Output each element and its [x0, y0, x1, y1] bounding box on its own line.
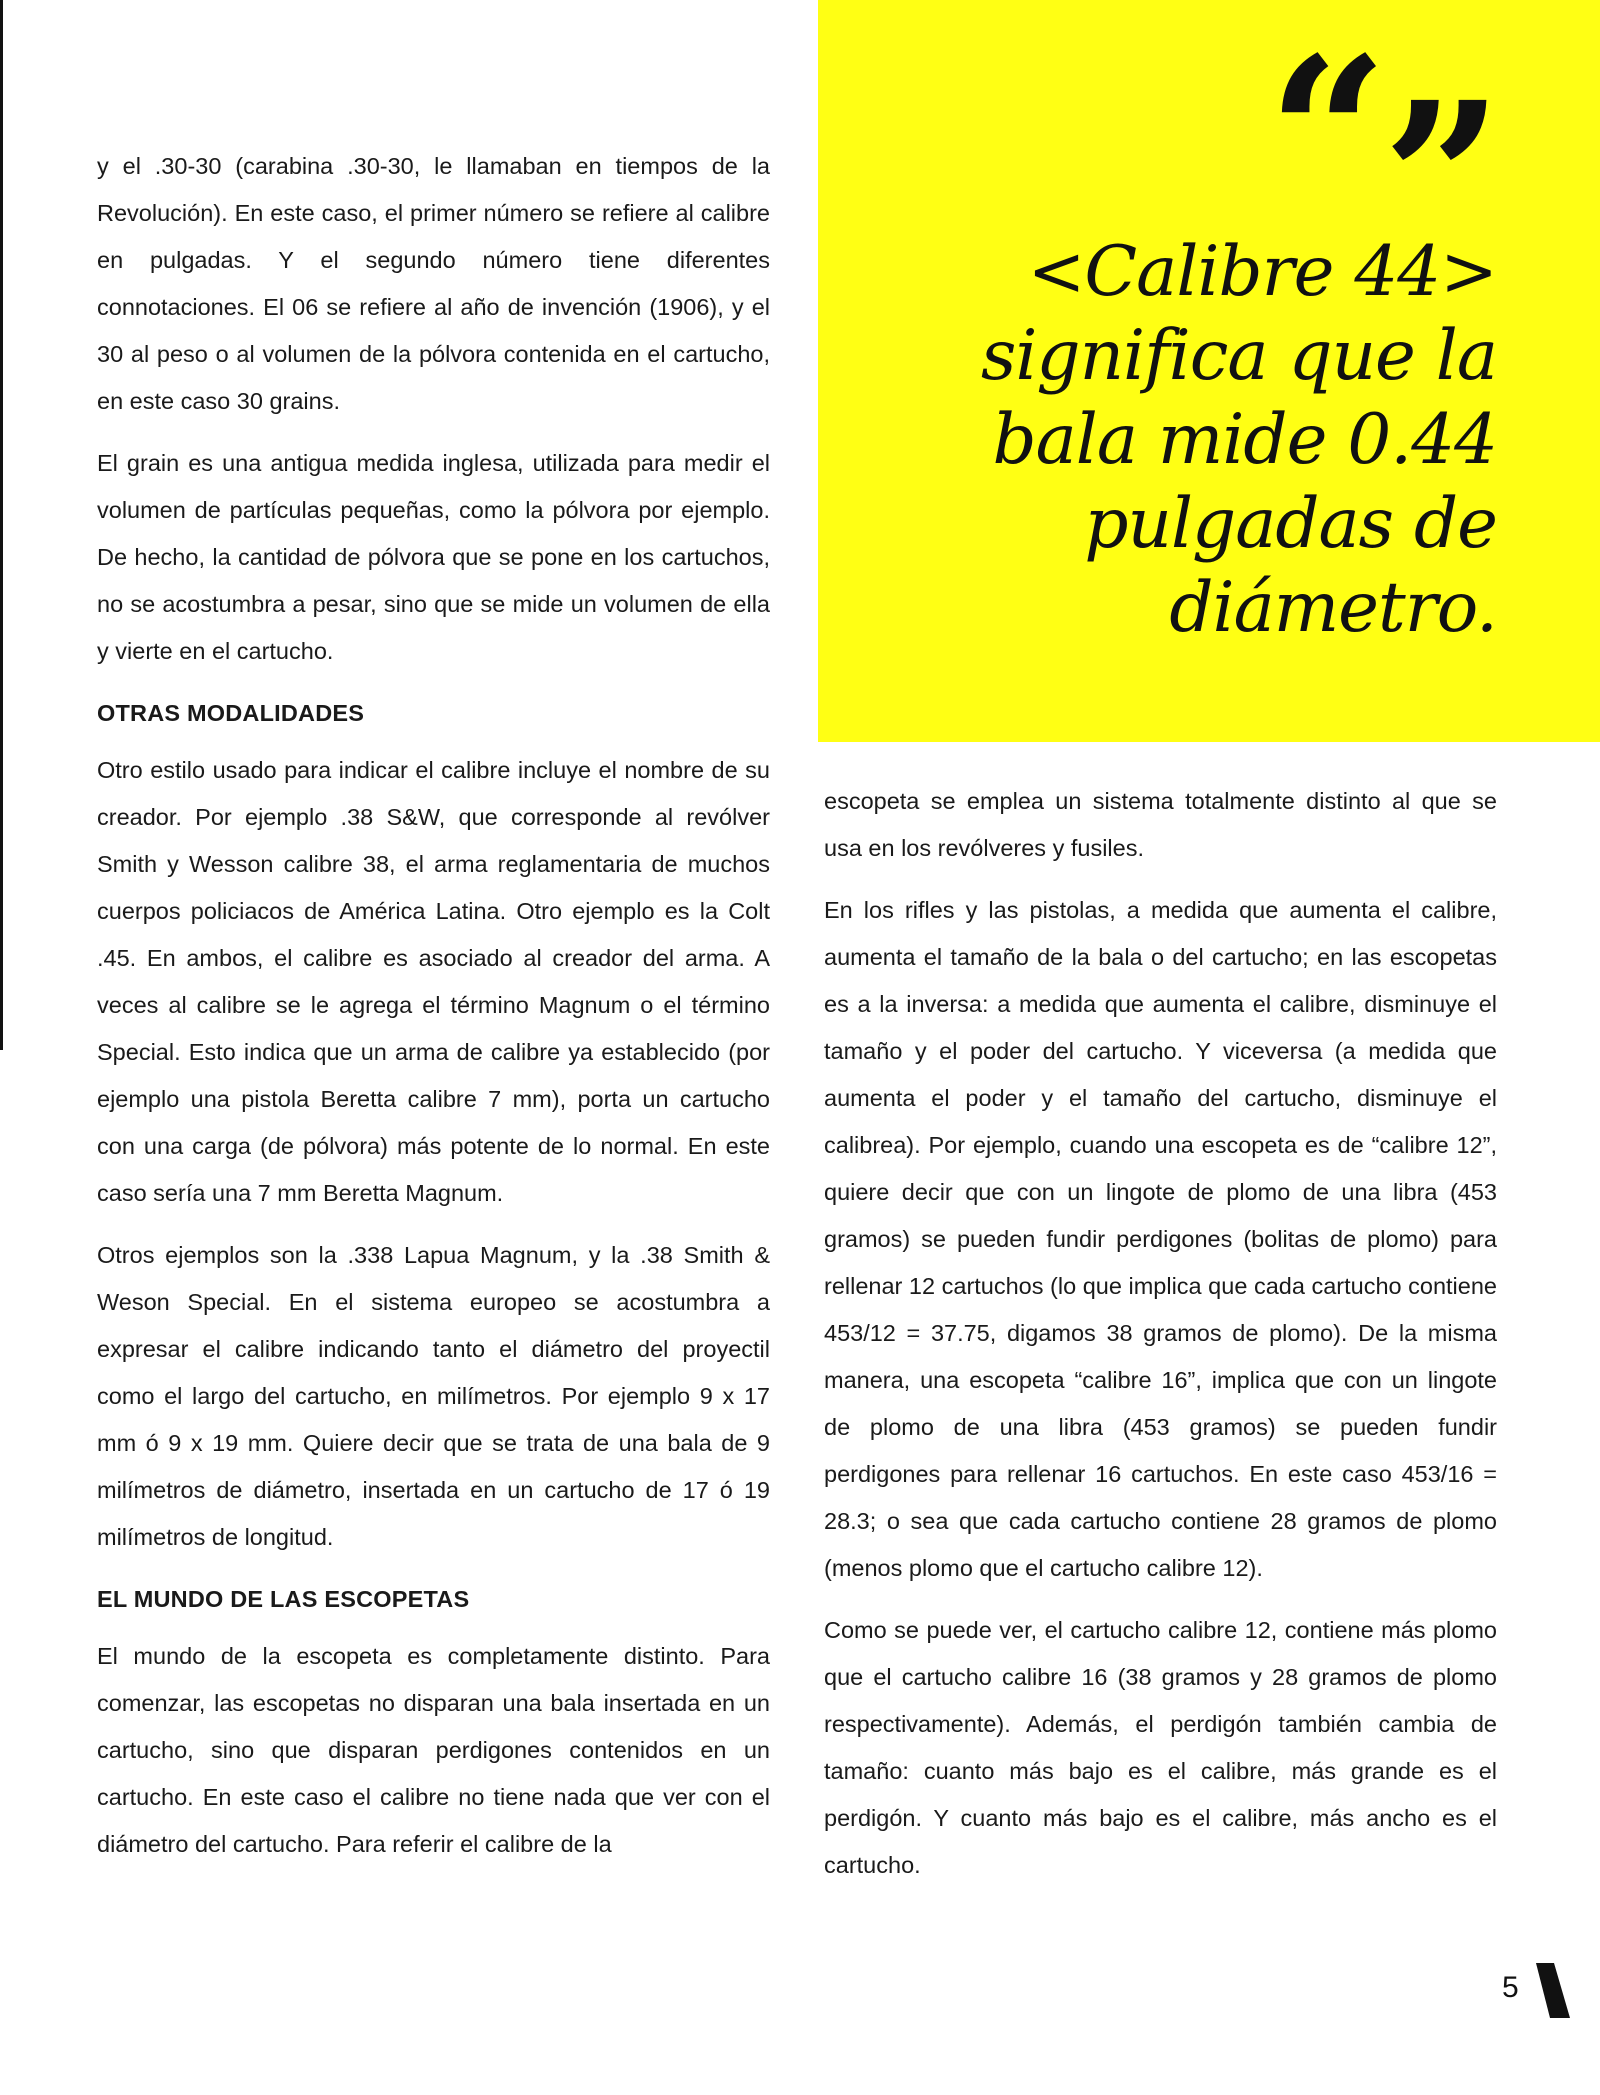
page-number: 5 — [1502, 1971, 1519, 2004]
pull-quote-line: significa que la — [980, 316, 1497, 396]
body-paragraph: El mundo de la escopeta es completamente distinto. Para comenzar, las escopetas no disparan una bala insertada en un cartucho, sino que disparan perdigones contenidos en un cartucho. En este caso el calibre no tiene nada que ver con el diámetro del cartucho. Para referir el calibre de la — [97, 1643, 770, 1857]
section-heading-escopetas: EL MUNDO DE LAS ESCOPETAS — [97, 1586, 470, 1612]
body-paragraph: y el .30-30 (carabina .30-30, le llamaban en tiempos de la Revolución). En este caso, el primer número se refiere al calibre en pulgadas. Y el segundo número tiene diferentes connotaciones. El 06 se refiere al año de invención (1906), y el 30 al peso o al volumen de la pólvora contenida en el cartucho, en este caso 30 grains. — [97, 153, 770, 414]
pull-quote-line: diámetro. — [1169, 568, 1497, 648]
pull-quote-line: <Calibre 44> — [1027, 232, 1497, 312]
open-quote-mark: “ — [1267, 11, 1383, 258]
quote-marks-icon — [1267, 11, 1497, 303]
body-paragraph: Otros ejemplos son la .338 Lapua Magnum, y la .38 Smith & Weson Special. En el sistema europeo se acostumbra a expresar el calibre indicando tanto el diámetro del proyectil como el largo del cartucho, en milímetros. Por ejemplo 9 x 17 mm ó 9 x 19 mm. Quiere decir que se trata de una bala de 9 milímetros de diámetro, insertada en un cartucho de 17 ó 19 milímetros de longitud. — [97, 1242, 770, 1550]
pull-quote-line: bala mide 0.44 — [992, 400, 1497, 480]
body-paragraph: Otro estilo usado para indicar el calibre incluye el nombre de su creador. Por ejemplo .38 S&W, que corresponde al revólver Smith y Wesson calibre 38, el arma reglamentaria de muchos cuerpos policiacos de América Latina. Otro ejemplo es la Colt .45. En ambos, el calibre es asociado al creador del arma. A veces al calibre se le agrega el término Magnum o el término Special. Esto indica que un arma de calibre ya establecido (por ejemplo una pistola Beretta calibre 7 mm), porta un cartucho con una carga (de pólvora) más potente de lo normal. En este caso sería una 7 mm Beretta Magnum. — [97, 757, 770, 1206]
body-paragraph: El grain es una antigua medida inglesa, utilizada para medir el volumen de partículas pequeñas, como la pólvora por ejemplo. De hecho, la cantidad de pólvora que se pone en los cartuchos, no se acostumbra a pesar, sino que se mide un volumen de ella y vierte en el cartucho. — [97, 450, 770, 664]
body-paragraph: En los rifles y las pistolas, a medida que aumenta el calibre, aumenta el tamaño de la bala o del cartucho; en las escopetas es a la inversa: a medida que aumenta el calibre, disminuye el tamaño y el poder del cartucho. Y viceversa (a medida que aumenta el poder y el tamaño del cartucho, disminuye el calibrea). Por ejemplo, cuando una escopeta es de “calibre 12”, quiere decir que con un lingote de plomo de una libra (453 gramos) se pueden fundir perdigones (bolitas de plomo) para rellenar 12 cartuchos (lo que implica que cada cartucho contiene 453/12 = 37.75, digamos 38 gramos de plomo). De la misma manera, una escopeta “calibre 16”, implica que con un lingote de plomo de una libra (453 gramos) se pueden fundir perdigones para rellenar 16 cartuchos. En este caso 453/16 = 28.3; o sea que cada cartucho contiene 28 gramos de plomo (menos plomo que el cartucho calibre 12). — [824, 897, 1497, 1581]
body-paragraph: escopeta se emplea un sistema totalmente distinto al que se usa en los revólveres y fusiles. — [824, 788, 1497, 861]
pull-quote-text — [857, 230, 1497, 650]
section-heading-otras-modalidades: OTRAS MODALIDADES — [97, 700, 365, 726]
body-paragraph: Como se puede ver, el cartucho calibre 12, contiene más plomo que el cartucho calibre 16 (38 gramos y 28 gramos de plomo respectivamente). Además, el perdigón también cambia de tamaño: cuanto más bajo es el calibre, más grande es el perdigón. Y cuanto más bajo es el calibre, más ancho es el cartucho. — [824, 1617, 1497, 1878]
left-edge-rule — [0, 0, 3, 1050]
right-text-column — [824, 778, 1497, 1904]
left-text-column — [97, 143, 770, 1883]
pull-quote-line: pulgadas de — [1084, 484, 1497, 564]
pull-quote-box — [818, 0, 1600, 742]
close-quote-mark: ” — [1382, 56, 1497, 303]
page-corner-mark-icon — [1532, 1963, 1572, 2018]
